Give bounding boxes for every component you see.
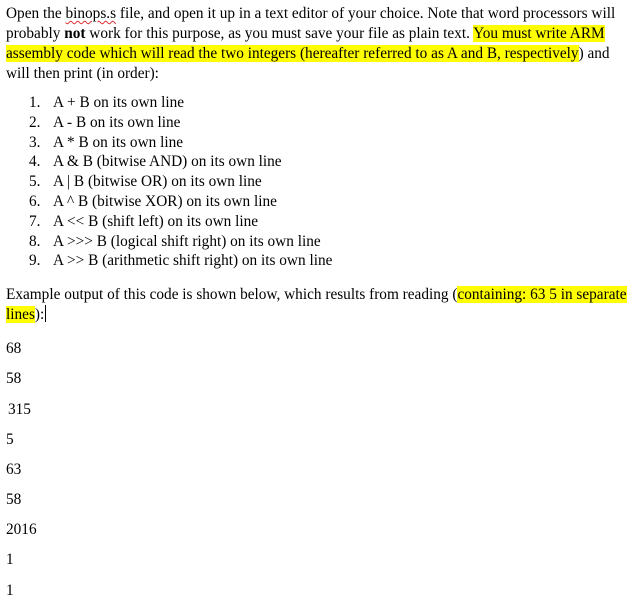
- list-item: [6, 172, 628, 192]
- list-text: A | B (bitwise OR) on its own line: [53, 173, 262, 191]
- intro-paragraph: [6, 4, 628, 84]
- output-line: 63: [6, 460, 22, 478]
- list-number: 5.: [29, 173, 41, 191]
- output-line: 58: [6, 491, 22, 509]
- highlighted-input: containing: 63 5 in separate lines: [6, 286, 627, 324]
- list-number: 7.: [29, 212, 41, 230]
- output-line: 315: [8, 400, 31, 418]
- list-number: 3.: [29, 133, 41, 151]
- list-number: 9.: [29, 252, 41, 270]
- operations-list: [6, 93, 628, 271]
- output-line: 58: [6, 370, 22, 388]
- intro-text-2: file, and open it up in a text editor of your choice. Note that word processors will probably: [6, 5, 616, 42]
- list-item: [6, 232, 628, 252]
- list-item: [6, 212, 628, 232]
- list-item: [6, 133, 628, 153]
- list-item: [6, 93, 628, 113]
- example-output: [6, 339, 628, 611]
- output-line: 1: [6, 551, 14, 569]
- intro-text-1: Open the: [6, 5, 66, 22]
- list-text: A >>> B (logical shift right) on its own line: [53, 232, 321, 250]
- output-line: 1: [6, 581, 14, 599]
- output-line: 5: [6, 430, 14, 448]
- list-text: A - B on its own line: [53, 113, 181, 131]
- list-number: 1.: [29, 94, 41, 111]
- list-item: [6, 113, 628, 133]
- text-cursor: [45, 305, 46, 322]
- highlighted-requirement: You must write ARM assembly code which will read the two integers (hereafter referred to as A and B, respectively: [6, 25, 605, 62]
- example-paragraph: [6, 285, 628, 325]
- document-body: [6, 4, 628, 611]
- list-number: 8.: [29, 232, 41, 250]
- list-text: A ^ B (bitwise XOR) on its own line: [53, 192, 277, 210]
- list-item: [6, 192, 628, 212]
- list-number: 6.: [29, 192, 41, 210]
- filename-link[interactable]: binops.s: [65, 5, 117, 22]
- list-text: A + B on its own line: [53, 94, 185, 111]
- list-text: A << B (shift left) on its own line: [53, 212, 259, 230]
- list-text: A >> B (arithmetic shift right) on its own line: [53, 252, 333, 270]
- intro-text-4: ) and will then print (in order):: [6, 45, 610, 82]
- list-number: 2.: [29, 113, 41, 131]
- output-line: 68: [6, 340, 22, 358]
- list-number: 4.: [29, 153, 41, 171]
- output-line: 2016: [6, 521, 37, 539]
- list-text: A & B (bitwise AND) on its own line: [53, 153, 282, 171]
- example-text-1: Example output of this code is shown below, which results from reading (: [6, 286, 458, 304]
- intro-text-3: work for this purpose, as you must save your file as plain text.: [85, 25, 474, 42]
- list-item: [6, 251, 628, 271]
- list-text: A * B on its own line: [53, 133, 184, 151]
- list-item: [6, 152, 628, 172]
- bold-not: not: [64, 25, 86, 42]
- example-text-2: ):: [34, 306, 45, 324]
